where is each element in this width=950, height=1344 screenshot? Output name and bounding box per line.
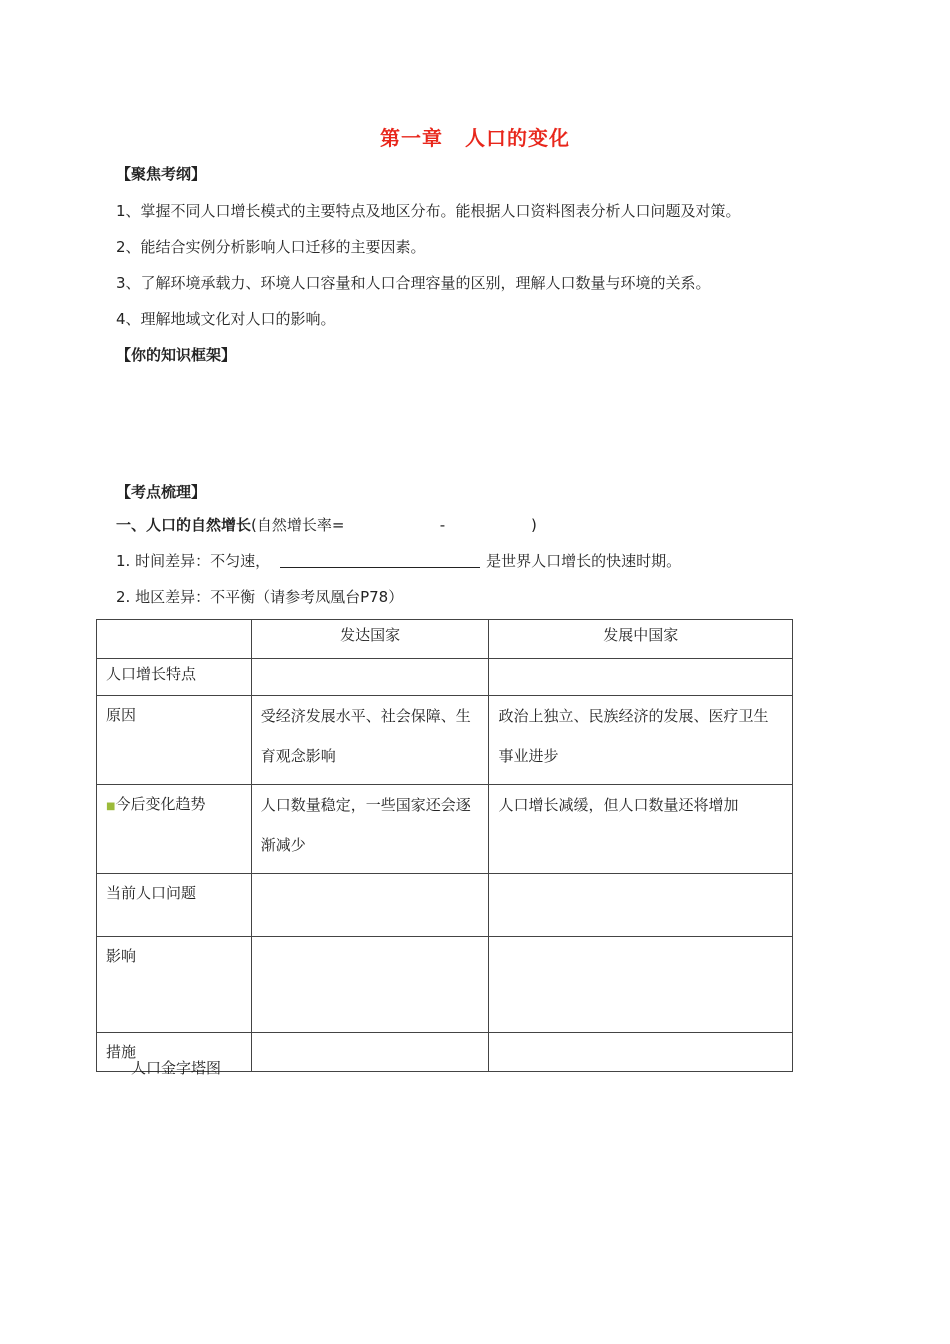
table-row (97, 874, 793, 937)
row-label: 措施 (97, 1033, 252, 1072)
comparison-table (96, 619, 793, 1072)
table-cell[interactable] (251, 1033, 489, 1072)
item1-line (116, 550, 681, 571)
table-header-cell: 发展中国家 (489, 620, 793, 659)
fill-in-blank[interactable] (280, 553, 480, 568)
part1-heading: 一、人口的自然增长 (116, 516, 252, 534)
row-label: ■今后变化趋势 (97, 785, 252, 874)
row-label: 人口增长特点 (97, 659, 252, 696)
table-header-cell (97, 620, 252, 659)
table-cell[interactable] (251, 937, 489, 1033)
focus-item: 3、了解环境承载力、环境人口容量和人口合理容量的区别，理解人口数量与环境的关系。 (116, 274, 711, 292)
table-header-row (97, 620, 793, 659)
table-row (97, 659, 793, 696)
table-cell[interactable] (489, 874, 793, 937)
table-cell[interactable]: 政治上独立、民族经济的发展、医疗卫生事业进步 (489, 696, 793, 785)
part1-line (116, 514, 537, 535)
row-label: 当前人口问题 (97, 874, 252, 937)
figure-caption: 人口金字塔图 (131, 1059, 222, 1077)
bullet-dot-icon: ■ (106, 801, 116, 812)
framework-heading: 【你的知识框架】 (116, 346, 237, 364)
focus-item: 1、掌握不同人口增长模式的主要特点及地区分布。能根据人口资料图表分析人口问题及对策。 (116, 202, 741, 220)
table-header-cell: 发达国家 (251, 620, 489, 659)
item1-suffix: 是世界人口增长的快速时期。 (486, 552, 682, 570)
table-cell[interactable] (489, 659, 793, 696)
table-cell[interactable]: 人口增长减缓，但人口数量还将增加 (489, 785, 793, 874)
part1-formula: (自然增长率= - ) (251, 516, 537, 534)
table-cell[interactable] (489, 1033, 793, 1072)
table-cell[interactable]: 受经济发展水平、社会保障、生育观念影响 (251, 696, 489, 785)
table-cell[interactable]: 人口数量稳定，一些国家还会逐渐减少 (251, 785, 489, 874)
table-cell[interactable] (251, 659, 489, 696)
row-label: 原因 (97, 696, 252, 785)
page-title (0, 122, 950, 151)
chapter-number: 第一章 (380, 126, 443, 150)
focus-item: 4、理解地域文化对人口的影响。 (116, 310, 336, 328)
chapter-name: 人口的变化 (465, 126, 570, 150)
table-row (97, 785, 793, 874)
table-row (97, 696, 793, 785)
review-heading: 【考点梳理】 (116, 483, 207, 501)
table-row (97, 937, 793, 1033)
item1-prefix: 1. 时间差异：不匀速， (116, 552, 271, 570)
focus-item: 2、能结合实例分析影响人口迁移的主要因素。 (116, 238, 426, 256)
item2-line: 2. 地区差异：不平衡（请参考凤凰台P78） (116, 588, 404, 606)
row-label: 影响 (97, 937, 252, 1033)
table-cell[interactable] (251, 874, 489, 937)
table-cell[interactable] (489, 937, 793, 1033)
focus-heading: 【聚焦考纲】 (116, 165, 207, 183)
